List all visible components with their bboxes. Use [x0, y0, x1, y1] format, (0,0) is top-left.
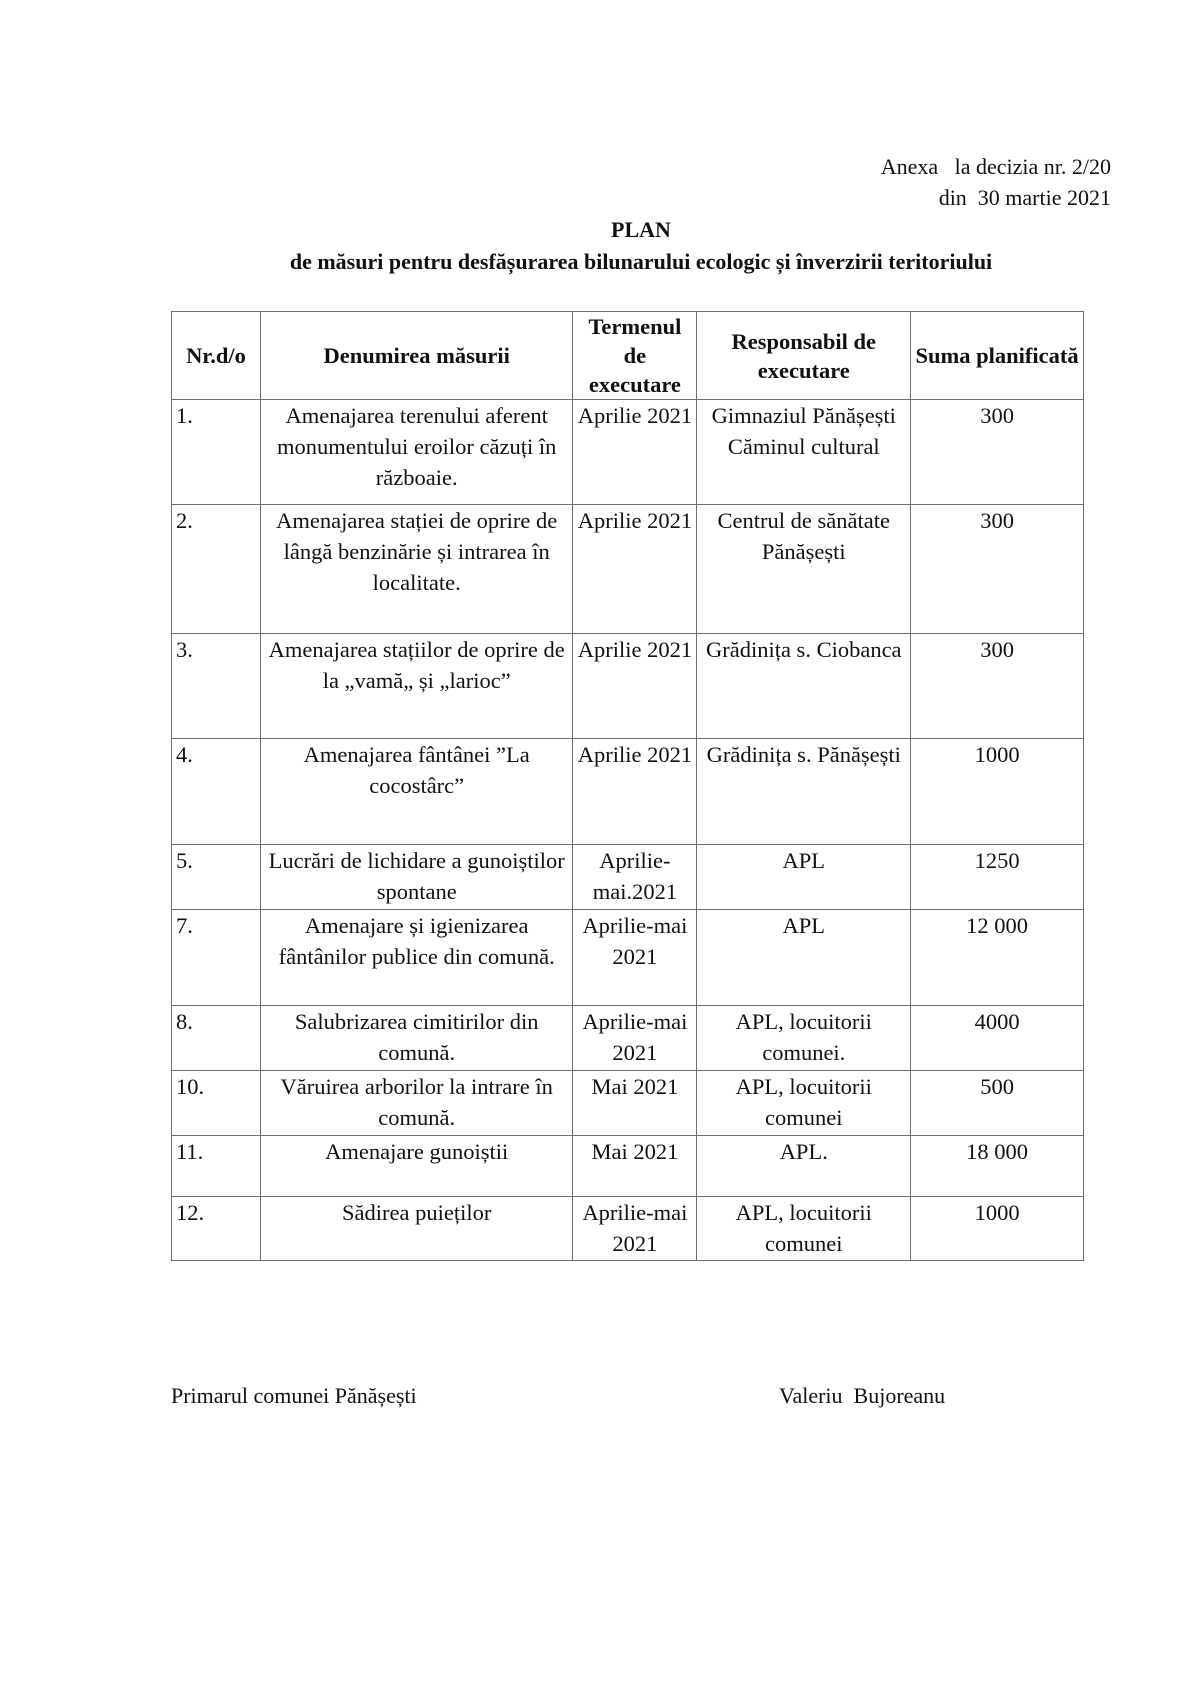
cell-term: Mai 2021: [573, 1071, 697, 1136]
cell-term: Aprilie-mai 2021: [573, 1006, 697, 1071]
cell-name: Amenajare gunoiștii: [260, 1136, 573, 1197]
cell-term: Aprilie-mai.2021: [573, 845, 697, 910]
cell-term: Aprilie 2021: [573, 739, 697, 845]
annex-date: din 30 martie 2021: [938, 185, 1111, 210]
table-row: [172, 1071, 1084, 1136]
cell-name: Amenajarea stațiilor de oprire de la „vamă„ și „larioc”: [260, 634, 573, 739]
header-nr: Nr.d/o: [172, 312, 261, 400]
cell-responsible: APL.: [697, 1136, 911, 1197]
signatory-name: Valeriu Bujoreanu: [779, 1383, 946, 1408]
cell-name: Amenajarea stației de oprire de lângă benzinărie și intrarea în localitate.: [260, 505, 573, 634]
cell-name: Văruirea arborilor la intrare în comună.: [260, 1071, 573, 1136]
cell-nr: 11.: [172, 1136, 261, 1197]
cell-nr: 7.: [172, 910, 261, 1006]
cell-sum: 300: [911, 505, 1084, 634]
cell-name: Sădirea puieților: [260, 1197, 573, 1261]
table-row: [172, 1136, 1084, 1197]
cell-nr: 10.: [172, 1071, 261, 1136]
table-row: [172, 1197, 1084, 1261]
cell-name: Amenajare și igienizarea fântânilor publice din comună.: [260, 910, 573, 1006]
cell-nr: 3.: [172, 634, 261, 739]
cell-term: Aprilie 2021: [573, 400, 697, 505]
cell-term: Aprilie 2021: [573, 505, 697, 634]
cell-responsible: Centrul de sănătate Pănășești: [697, 505, 911, 634]
cell-name: Lucrări de lichidare a gunoiștilor spontane: [260, 845, 573, 910]
table-row: [172, 910, 1084, 1006]
table-header-row: [172, 312, 1084, 400]
table-row: [172, 634, 1084, 739]
table-row: [172, 1006, 1084, 1071]
cell-sum: 18 000: [911, 1136, 1084, 1197]
header-responsible: Responsabil de executare: [697, 312, 911, 400]
header-sum: Suma planificată: [911, 312, 1084, 400]
annex-reference: Anexa la decizia nr. 2/20: [880, 154, 1111, 179]
cell-sum: 300: [911, 634, 1084, 739]
document-subtitle: de măsuri pentru desfășurarea bilunarului ecologic și înverzirii teritoriului: [289, 249, 993, 274]
cell-sum: 12 000: [911, 910, 1084, 1006]
cell-responsible: APL: [697, 910, 911, 1006]
cell-nr: 8.: [172, 1006, 261, 1071]
signatory-position: Primarul comunei Pănășești: [171, 1383, 417, 1408]
cell-term: Aprilie 2021: [573, 634, 697, 739]
cell-responsible: APL: [697, 845, 911, 910]
cell-responsible: Grădinița s. Pănășești: [697, 739, 911, 845]
table-row: [172, 845, 1084, 910]
cell-term: Aprilie-mai 2021: [573, 1197, 697, 1261]
table-row: [172, 739, 1084, 845]
cell-nr: 1.: [172, 400, 261, 505]
cell-sum: 4000: [911, 1006, 1084, 1071]
cell-nr: 2.: [172, 505, 261, 634]
header-name: Denumirea măsurii: [260, 312, 573, 400]
cell-term: Aprilie-mai 2021: [573, 910, 697, 1006]
cell-sum: 300: [911, 400, 1084, 505]
cell-term: Mai 2021: [573, 1136, 697, 1197]
cell-name: Salubrizarea cimitirilor din comună.: [260, 1006, 573, 1071]
cell-name: Amenajarea fântânei ”La cocostârc”: [260, 739, 573, 845]
cell-responsible: Grădinița s. Ciobanca: [697, 634, 911, 739]
cell-sum: 500: [911, 1071, 1084, 1136]
table-row: [172, 505, 1084, 634]
cell-responsible: APL, locuitorii comunei: [697, 1197, 911, 1261]
cell-responsible: Gimnaziul Pănășești Căminul cultural: [697, 400, 911, 505]
cell-nr: 4.: [172, 739, 261, 845]
table-row: [172, 400, 1084, 505]
cell-sum: 1000: [911, 739, 1084, 845]
cell-name: Amenajarea terenului aferent monumentului eroilor căzuți în războaie.: [260, 400, 573, 505]
cell-nr: 5.: [172, 845, 261, 910]
cell-nr: 12.: [172, 1197, 261, 1261]
cell-responsible: APL, locuitorii comunei: [697, 1071, 911, 1136]
measures-table: [171, 311, 1084, 1261]
header-term: Termenul de executare: [573, 312, 697, 400]
cell-sum: 1000: [911, 1197, 1084, 1261]
document-title: PLAN: [611, 217, 671, 242]
cell-responsible: APL, locuitorii comunei.: [697, 1006, 911, 1071]
cell-sum: 1250: [911, 845, 1084, 910]
